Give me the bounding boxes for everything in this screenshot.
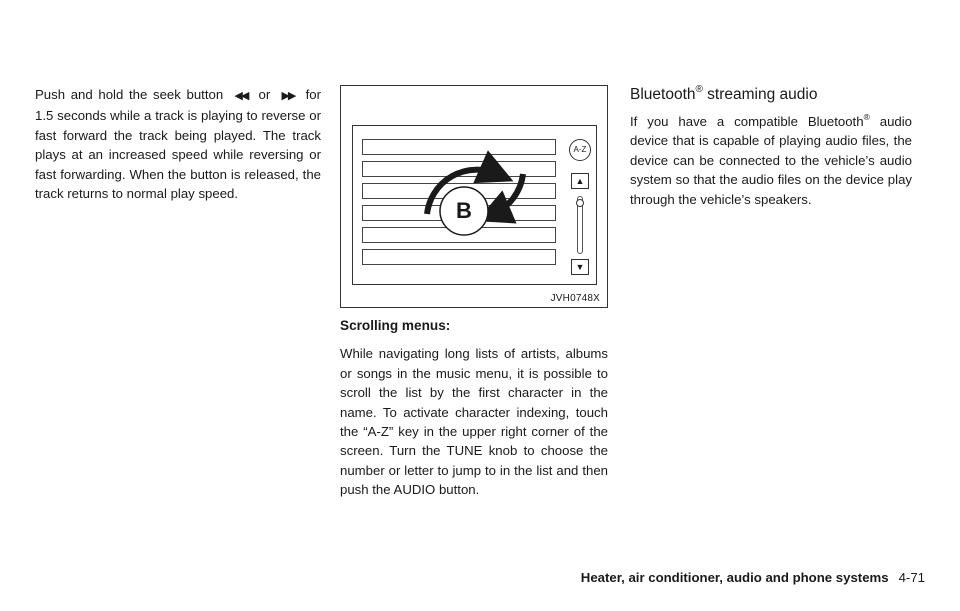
bluetooth-paragraph	[630, 108, 912, 209]
rotate-right-arrow-icon	[493, 174, 523, 214]
scrolling-paragraph: While navigating long lists of artists, albums or songs in the music menu, it is possible to scroll the list by the first character in the name. To activate character indexing, touch the “A-Z” key in the upper right corner of the screen. Turn the TUNE knob to choose the number or letter to jump to in the list and then push the AUDIO button.	[340, 346, 608, 498]
column-left	[35, 85, 321, 203]
page-number: 4-71	[898, 570, 925, 585]
seek-backward-icon: ◀◀	[234, 90, 248, 102]
registered-mark: ®	[695, 84, 703, 95]
footer-section-title: Heater, air conditioner, audio and phone systems	[580, 570, 889, 585]
scroll-up-button[interactable]: ▲	[571, 173, 589, 189]
column-middle	[340, 316, 608, 500]
figure-caption: JVH0748X	[550, 293, 600, 304]
seek-text-end: for 1.5 seconds while a track is playing to reverse or fast forward the track being played. The track plays at an increased speed while reversing or fast forwarding. When the button is released, the track returns to normal play speed.	[35, 87, 321, 202]
registered-mark: ®	[863, 112, 870, 122]
heading-text-end: streaming audio	[702, 86, 818, 103]
a-z-key[interactable]: A-Z	[569, 139, 591, 161]
subheading-scrolling-menus: Scrolling menus:	[340, 318, 451, 333]
column-right	[630, 108, 912, 209]
bluetooth-text-end: audio device that is capable of playing audio files, the device can be connected to the vehicle’s audio system so that the audio files on the device play through the vehicle’s speakers.	[630, 114, 913, 207]
seek-forward-icon: ▶▶	[281, 90, 295, 102]
knob-label: B	[456, 198, 472, 223]
seek-text-start: Push and hold the seek button	[35, 87, 224, 102]
bluetooth-text-start: If you have a compatible Bluetooth	[630, 114, 864, 129]
section-heading	[630, 84, 817, 104]
seek-text-or: or	[258, 87, 271, 102]
scrolling-menu-figure	[340, 85, 608, 308]
seek-paragraph	[35, 85, 321, 203]
page-footer	[581, 570, 925, 585]
heading-text: Bluetooth	[630, 86, 696, 103]
scroll-down-button[interactable]: ▼	[571, 259, 589, 275]
